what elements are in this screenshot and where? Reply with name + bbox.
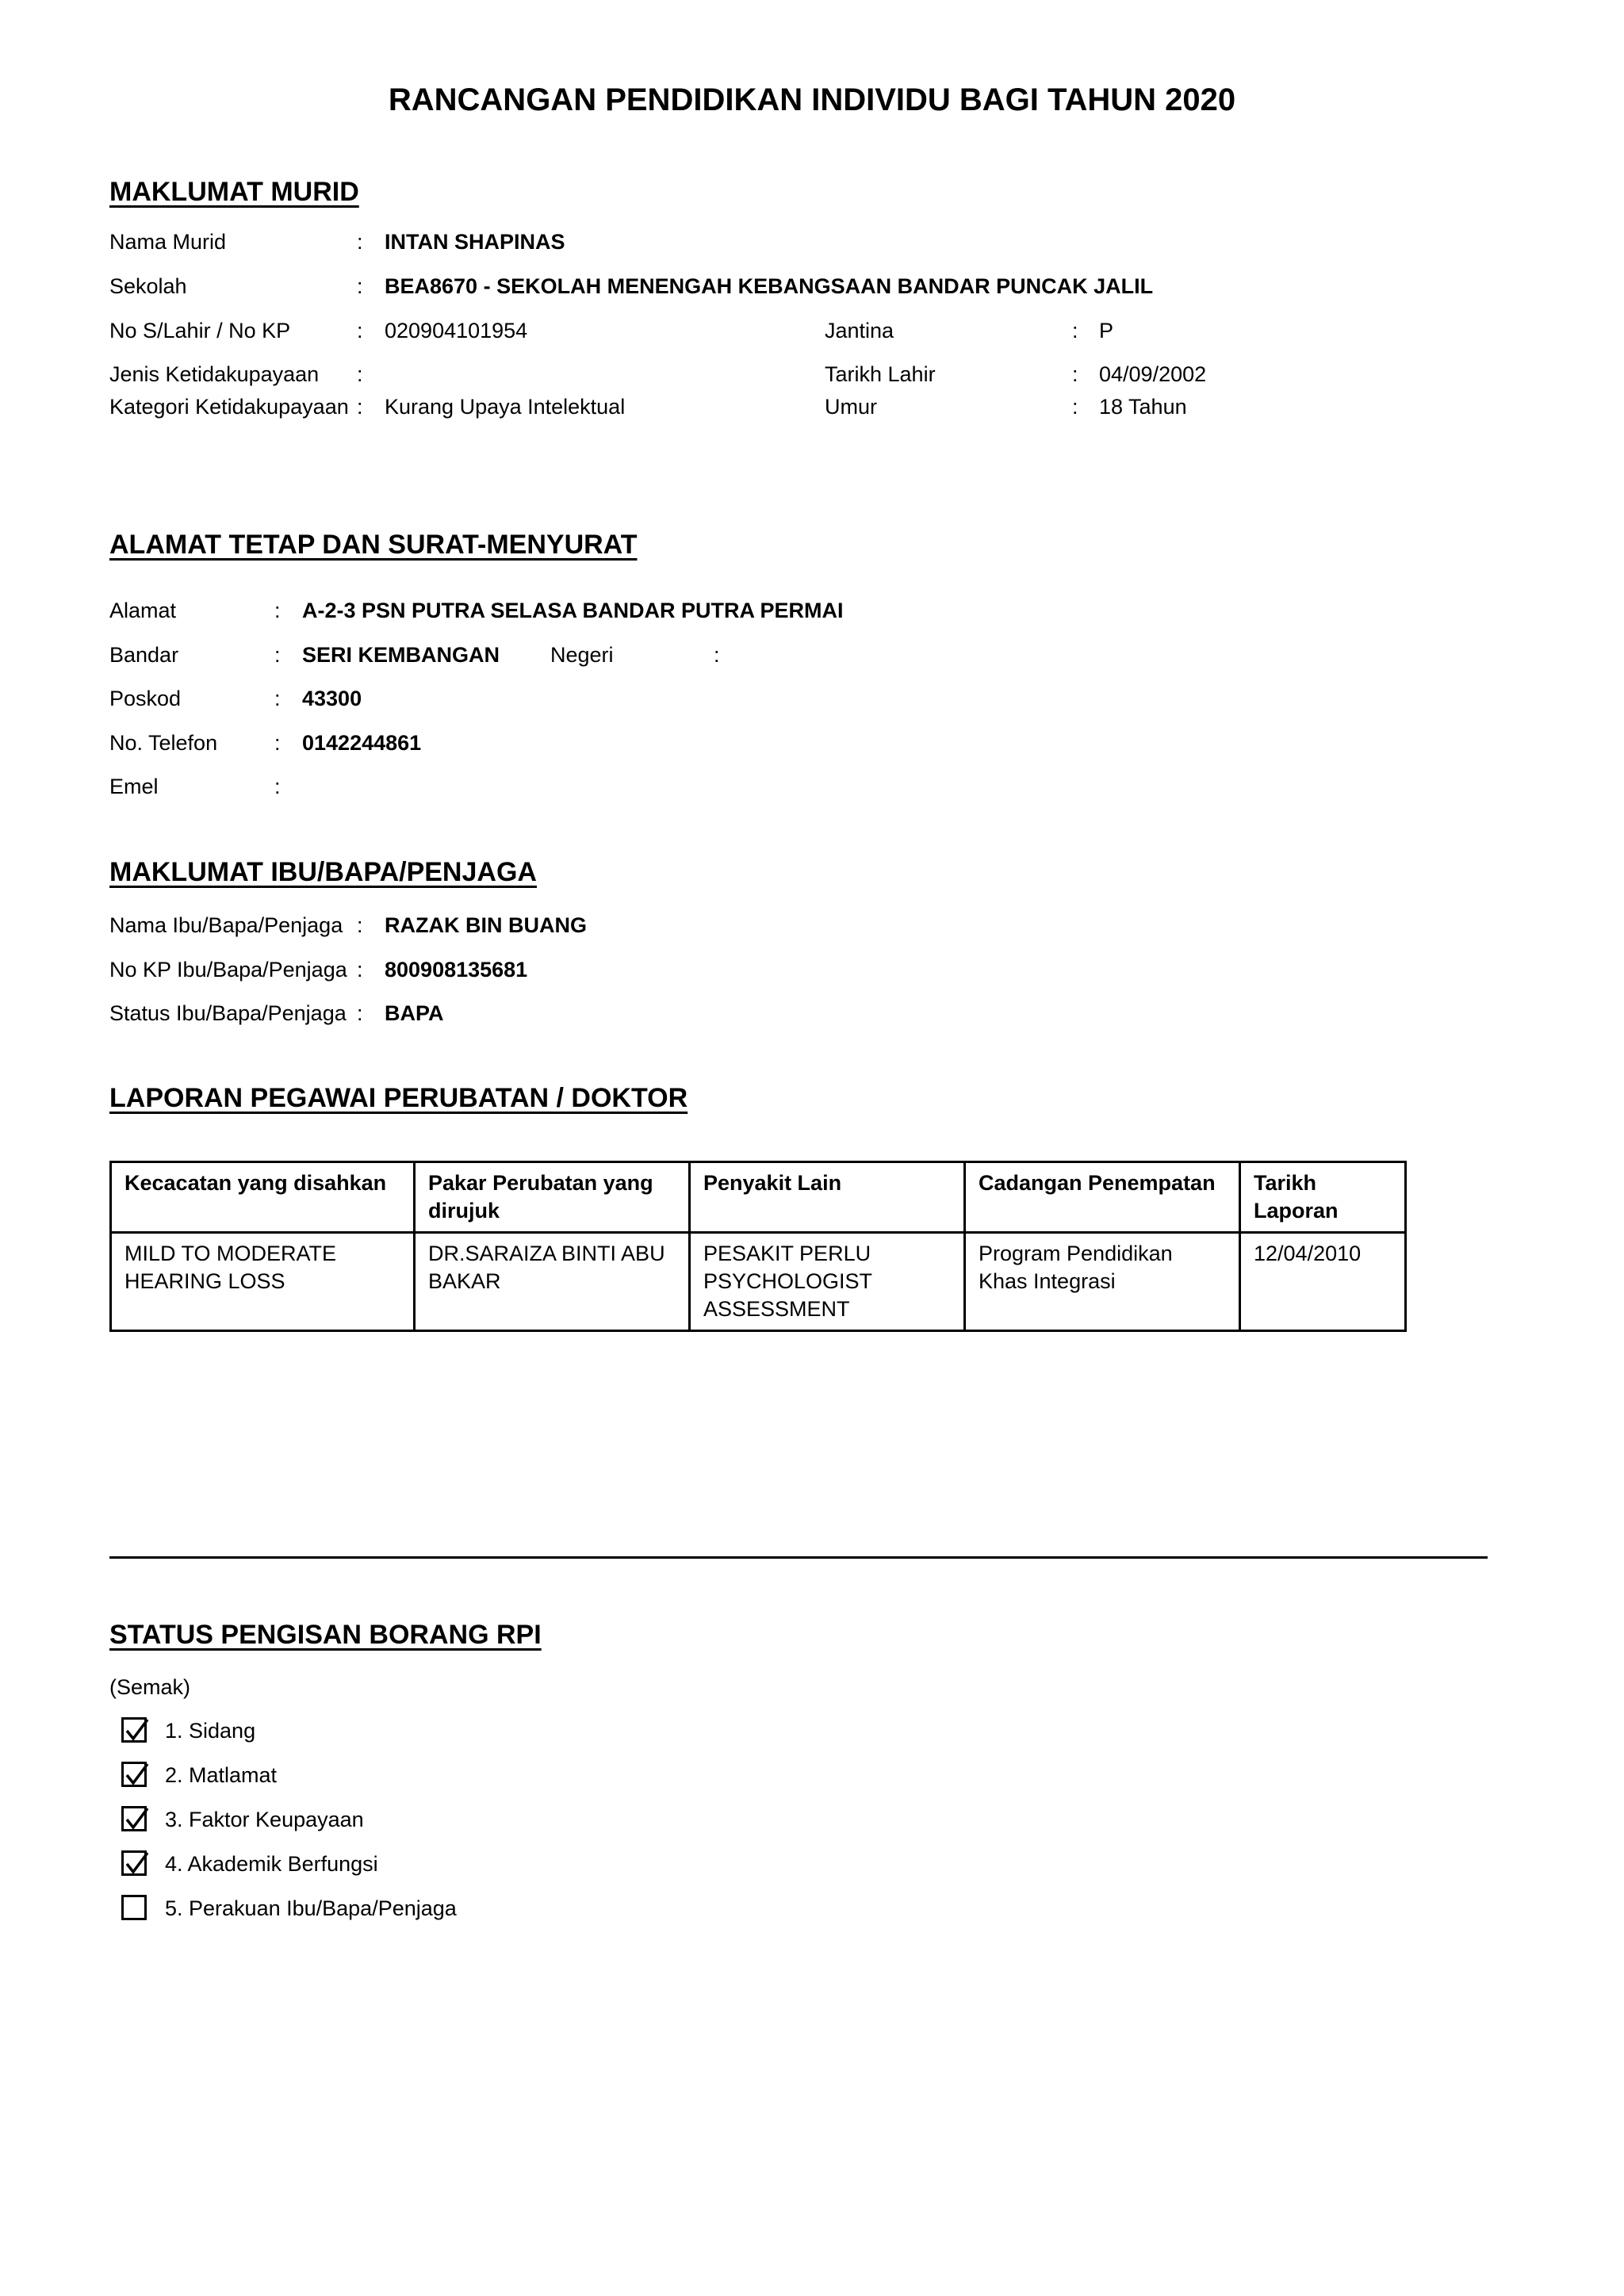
checklist-item-label: 5. Perakuan Ibu/Bapa/Penjaga (165, 1896, 457, 1920)
label-nama-penjaga: Nama Ibu/Bapa/Penjaga (109, 913, 343, 937)
value-status-penjaga: BAPA (385, 1001, 444, 1025)
value-nama-murid: INTAN SHAPINAS (385, 230, 565, 254)
value-nokp-penjaga: 800908135681 (385, 958, 528, 982)
column-header: Tarikh Laporan (1240, 1162, 1406, 1233)
label-umur: Umur (825, 395, 877, 419)
value-tarikh-lahir: 04/09/2002 (1099, 362, 1207, 386)
table-cell: Program Pendidikan Khas Integrasi (965, 1233, 1240, 1331)
separator: : (357, 913, 363, 937)
checkbox[interactable] (121, 1895, 147, 1920)
separator: : (357, 274, 363, 298)
value-kategori-ketidakupayaan: Kurang Upaya Intelektual (385, 395, 626, 419)
section-heading-status: STATUS PENGISAN BORANG RPI (109, 1620, 542, 1650)
status-note: (Semak) (109, 1675, 191, 1699)
checklist-item-label: 2. Matlamat (165, 1763, 278, 1787)
section-heading-penjaga: MAKLUMAT IBU/BAPA/PENJAGA (109, 857, 537, 887)
value-poskod: 43300 (302, 687, 362, 710)
label-nama-murid: Nama Murid (109, 230, 227, 254)
section-heading-maklumat-murid: MAKLUMAT MURID (109, 177, 359, 207)
medical-report-table (109, 1161, 1407, 1332)
value-bandar: SERI KEMBANGAN (302, 643, 500, 667)
checked-checkbox[interactable] (121, 1806, 147, 1831)
checkmark-icon (123, 1761, 150, 1789)
separator: : (1072, 319, 1078, 342)
separator: : (1072, 395, 1078, 419)
value-jantina: P (1099, 319, 1114, 342)
label-kategori-ketidakupayaan: Kategori Ketidakupayaan (109, 395, 349, 419)
value-nama-penjaga: RAZAK BIN BUANG (385, 913, 587, 937)
separator: : (274, 687, 281, 710)
separator: : (274, 599, 281, 622)
value-alamat: A-2-3 PSN PUTRA SELASA BANDAR PUTRA PERMAI (302, 599, 844, 622)
separator: : (1072, 362, 1078, 386)
separator: : (357, 958, 363, 982)
checked-checkbox[interactable] (121, 1717, 147, 1743)
checked-checkbox[interactable] (121, 1850, 147, 1876)
checklist-item-label: 4. Akademik Berfungsi (165, 1852, 378, 1876)
column-header: Cadangan Penempatan (965, 1162, 1240, 1233)
separator: : (274, 643, 281, 667)
table-cell: MILD TO MODERATE HEARING LOSS (111, 1233, 415, 1331)
label-tarikh-lahir: Tarikh Lahir (825, 362, 936, 386)
column-header: Penyakit Lain (690, 1162, 965, 1233)
label-status-penjaga: Status Ibu/Bapa/Penjaga (109, 1001, 347, 1025)
label-emel: Emel (109, 775, 159, 798)
section-heading-laporan: LAPORAN PEGAWAI PERUBATAN / DOKTOR (109, 1083, 688, 1113)
label-alamat: Alamat (109, 599, 177, 622)
table-header-row (111, 1162, 1406, 1233)
checkmark-icon (123, 1850, 150, 1878)
separator: : (357, 362, 363, 386)
document-title: RANCANGAN PENDIDIKAN INDIVIDU BAGI TAHUN 2020 (388, 82, 1236, 117)
separator: : (714, 643, 720, 667)
checked-checkbox[interactable] (121, 1762, 147, 1787)
column-header: Kecacatan yang disahkan (111, 1162, 415, 1233)
label-negeri: Negeri (550, 643, 614, 667)
separator: : (357, 395, 363, 419)
separator: : (274, 775, 281, 798)
separator: : (357, 230, 363, 254)
label-sekolah: Sekolah (109, 274, 187, 298)
checklist-item-label: 1. Sidang (165, 1719, 256, 1743)
separator: : (357, 319, 363, 342)
value-umur: 18 Tahun (1099, 395, 1187, 419)
divider (109, 1556, 1488, 1559)
label-jantina: Jantina (825, 319, 894, 342)
label-poskod: Poskod (109, 687, 182, 710)
column-header: Pakar Perubatan yang dirujuk (415, 1162, 690, 1233)
value-telefon: 0142244861 (302, 731, 422, 755)
label-bandar: Bandar (109, 643, 179, 667)
label-jenis-ketidakupayaan: Jenis Ketidakupayaan (109, 362, 320, 386)
checkmark-icon (123, 1716, 150, 1745)
table-cell: 12/04/2010 (1240, 1233, 1406, 1331)
table-cell: PESAKIT PERLU PSYCHOLOGIST ASSESSMENT (690, 1233, 965, 1331)
section-heading-alamat: ALAMAT TETAP DAN SURAT-MENYURAT (109, 530, 638, 560)
separator: : (357, 1001, 363, 1025)
separator: : (274, 731, 281, 755)
table-cell: DR.SARAIZA BINTI ABU BAKAR (415, 1233, 690, 1331)
label-nokp-penjaga: No KP Ibu/Bapa/Penjaga (109, 958, 347, 982)
value-sekolah: BEA8670 - SEKOLAH MENENGAH KEBANGSAAN BANDAR PUNCAK JALIL (385, 274, 1154, 298)
value-no-kp: 020904101954 (385, 319, 528, 342)
checklist-item-label: 3. Faktor Keupayaan (165, 1808, 364, 1831)
table-row (111, 1233, 1406, 1331)
checkmark-icon (123, 1805, 150, 1834)
label-no-kp: No S/Lahir / No KP (109, 319, 291, 342)
label-telefon: No. Telefon (109, 731, 218, 755)
